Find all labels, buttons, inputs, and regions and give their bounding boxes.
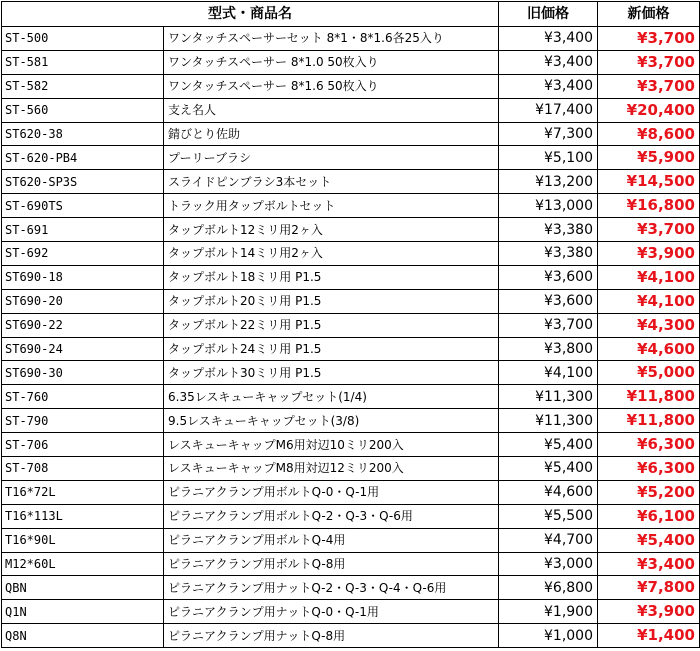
model-cell: ST-500 — [2, 27, 164, 51]
table-row — [2, 194, 700, 218]
model-cell: ST-708 — [2, 457, 164, 481]
new-price-cell: ¥7,800 — [598, 576, 700, 600]
product-name-cell: レスキューキャップM8用対辺12ミリ200入 — [164, 457, 499, 481]
model-cell: ST-790 — [2, 409, 164, 433]
table-row — [2, 265, 700, 289]
product-name-cell: タップボルト22ミリ用 P1.5 — [164, 313, 499, 337]
old-price-cell: ¥5,100 — [499, 146, 598, 170]
model-cell: T16*72L — [2, 480, 164, 504]
old-price-cell: ¥3,800 — [499, 337, 598, 361]
table-row — [2, 98, 700, 122]
old-price-cell: ¥13,200 — [499, 170, 598, 194]
product-name-cell: 支え名人 — [164, 98, 499, 122]
product-name-cell: ピラニアクランプ用ボルトQ-8用 — [164, 552, 499, 576]
old-price-cell: ¥5,500 — [499, 504, 598, 528]
product-name-cell: ワンタッチスペーサー 8*1.6 50枚入り — [164, 74, 499, 98]
model-cell: ST-581 — [2, 50, 164, 74]
model-cell: ST620-SP3S — [2, 170, 164, 194]
model-cell: ST-690TS — [2, 194, 164, 218]
header-old-price: 旧価格 — [499, 2, 598, 27]
model-cell: ST-691 — [2, 218, 164, 242]
model-cell: ST-582 — [2, 74, 164, 98]
table-row — [2, 27, 700, 51]
model-cell: ST620-38 — [2, 122, 164, 146]
product-name-cell: ピラニアクランプ用ナットQ-0・Q-1用 — [164, 600, 499, 624]
old-price-cell: ¥13,000 — [499, 194, 598, 218]
table-row — [2, 337, 700, 361]
new-price-cell: ¥14,500 — [598, 170, 700, 194]
table-row — [2, 50, 700, 74]
product-name-cell: 6.35レスキューキャップセット(1/4) — [164, 385, 499, 409]
old-price-cell: ¥6,800 — [499, 576, 598, 600]
header-model-name: 型式・商品名 — [2, 2, 499, 27]
model-cell: T16*90L — [2, 528, 164, 552]
new-price-cell: ¥11,800 — [598, 409, 700, 433]
table-row — [2, 457, 700, 481]
model-cell: ST-620-PB4 — [2, 146, 164, 170]
table-row — [2, 122, 700, 146]
old-price-cell: ¥11,300 — [499, 385, 598, 409]
price-table — [1, 1, 700, 648]
product-name-cell: ピラニアクランプ用ボルトQ-2・Q-3・Q-6用 — [164, 504, 499, 528]
new-price-cell: ¥3,700 — [598, 50, 700, 74]
product-name-cell: ピラニアクランプ用ナットQ-2・Q-3・Q-4・Q-6用 — [164, 576, 499, 600]
product-name-cell: タップボルト20ミリ用 P1.5 — [164, 289, 499, 313]
new-price-cell: ¥5,000 — [598, 361, 700, 385]
old-price-cell: ¥11,300 — [499, 409, 598, 433]
table-row — [2, 313, 700, 337]
new-price-cell: ¥6,300 — [598, 433, 700, 457]
table-row — [2, 218, 700, 242]
new-price-cell: ¥3,700 — [598, 218, 700, 242]
old-price-cell: ¥5,400 — [499, 433, 598, 457]
product-name-cell: 9.5レスキューキャップセット(3/8) — [164, 409, 499, 433]
table-row — [2, 576, 700, 600]
old-price-cell: ¥3,000 — [499, 552, 598, 576]
new-price-cell: ¥16,800 — [598, 194, 700, 218]
header-row — [2, 2, 700, 27]
product-name-cell: ピラニアクランプ用ボルトQ-0・Q-1用 — [164, 480, 499, 504]
table-row — [2, 480, 700, 504]
table-row — [2, 289, 700, 313]
product-name-cell: スライドピンブラシ3本セット — [164, 170, 499, 194]
old-price-cell: ¥3,380 — [499, 242, 598, 266]
old-price-cell: ¥3,600 — [499, 265, 598, 289]
new-price-cell: ¥1,400 — [598, 624, 700, 648]
old-price-cell: ¥4,600 — [499, 480, 598, 504]
new-price-cell: ¥4,600 — [598, 337, 700, 361]
product-name-cell: ピラニアクランプ用ボルトQ-4用 — [164, 528, 499, 552]
new-price-cell: ¥3,700 — [598, 74, 700, 98]
old-price-cell: ¥3,400 — [499, 27, 598, 51]
new-price-cell: ¥6,300 — [598, 457, 700, 481]
product-name-cell: タップボルト12ミリ用2ヶ入 — [164, 218, 499, 242]
old-price-cell: ¥3,600 — [499, 289, 598, 313]
model-cell: ST-692 — [2, 242, 164, 266]
new-price-cell: ¥5,400 — [598, 528, 700, 552]
model-cell: ST-706 — [2, 433, 164, 457]
model-cell: ST690-22 — [2, 313, 164, 337]
table-row — [2, 74, 700, 98]
model-cell: QBN — [2, 576, 164, 600]
old-price-cell: ¥3,380 — [499, 218, 598, 242]
old-price-cell: ¥4,700 — [499, 528, 598, 552]
model-cell: ST-560 — [2, 98, 164, 122]
model-cell: Q8N — [2, 624, 164, 648]
model-cell: ST690-18 — [2, 265, 164, 289]
new-price-cell: ¥4,100 — [598, 265, 700, 289]
old-price-cell: ¥3,700 — [499, 313, 598, 337]
product-name-cell: ワンタッチスペーサー 8*1.0 50枚入り — [164, 50, 499, 74]
product-name-cell: タップボルト30ミリ用 P1.5 — [164, 361, 499, 385]
table-row — [2, 361, 700, 385]
old-price-cell: ¥5,400 — [499, 457, 598, 481]
product-name-cell: ピラニアクランプ用ナットQ-8用 — [164, 624, 499, 648]
model-cell: ST690-30 — [2, 361, 164, 385]
old-price-cell: ¥17,400 — [499, 98, 598, 122]
new-price-cell: ¥5,200 — [598, 480, 700, 504]
new-price-cell: ¥20,400 — [598, 98, 700, 122]
table-row — [2, 600, 700, 624]
product-name-cell: タップボルト14ミリ用2ヶ入 — [164, 242, 499, 266]
new-price-cell: ¥3,700 — [598, 27, 700, 51]
product-name-cell: タップボルト24ミリ用 P1.5 — [164, 337, 499, 361]
model-cell: Q1N — [2, 600, 164, 624]
model-cell: ST-760 — [2, 385, 164, 409]
new-price-cell: ¥11,800 — [598, 385, 700, 409]
table-row — [2, 433, 700, 457]
table-row — [2, 552, 700, 576]
new-price-cell: ¥8,600 — [598, 122, 700, 146]
product-name-cell: ワンタッチスペーサーセット 8*1・8*1.6各25入り — [164, 27, 499, 51]
product-name-cell: トラック用タップボルトセット — [164, 194, 499, 218]
old-price-cell: ¥7,300 — [499, 122, 598, 146]
model-cell: ST690-24 — [2, 337, 164, 361]
product-name-cell: タップボルト18ミリ用 P1.5 — [164, 265, 499, 289]
new-price-cell: ¥4,300 — [598, 313, 700, 337]
old-price-cell: ¥1,900 — [499, 600, 598, 624]
new-price-cell: ¥6,100 — [598, 504, 700, 528]
table-row — [2, 624, 700, 648]
new-price-cell: ¥4,100 — [598, 289, 700, 313]
table-body — [2, 27, 700, 648]
new-price-cell: ¥3,900 — [598, 242, 700, 266]
model-cell: M12*60L — [2, 552, 164, 576]
table-row — [2, 528, 700, 552]
new-price-cell: ¥3,400 — [598, 552, 700, 576]
header-new-price: 新価格 — [598, 2, 700, 27]
model-cell: T16*113L — [2, 504, 164, 528]
product-name-cell: 錆びとり佐助 — [164, 122, 499, 146]
product-name-cell: レスキューキャップM6用対辺10ミリ200入 — [164, 433, 499, 457]
new-price-cell: ¥3,900 — [598, 600, 700, 624]
model-cell: ST690-20 — [2, 289, 164, 313]
table-row — [2, 409, 700, 433]
table-row — [2, 170, 700, 194]
old-price-cell: ¥1,000 — [499, 624, 598, 648]
new-price-cell: ¥5,900 — [598, 146, 700, 170]
old-price-cell: ¥3,400 — [499, 50, 598, 74]
old-price-cell: ¥3,400 — [499, 74, 598, 98]
table-row — [2, 385, 700, 409]
table-row — [2, 146, 700, 170]
table-row — [2, 242, 700, 266]
table-row — [2, 504, 700, 528]
product-name-cell: プーリーブラシ — [164, 146, 499, 170]
old-price-cell: ¥4,100 — [499, 361, 598, 385]
